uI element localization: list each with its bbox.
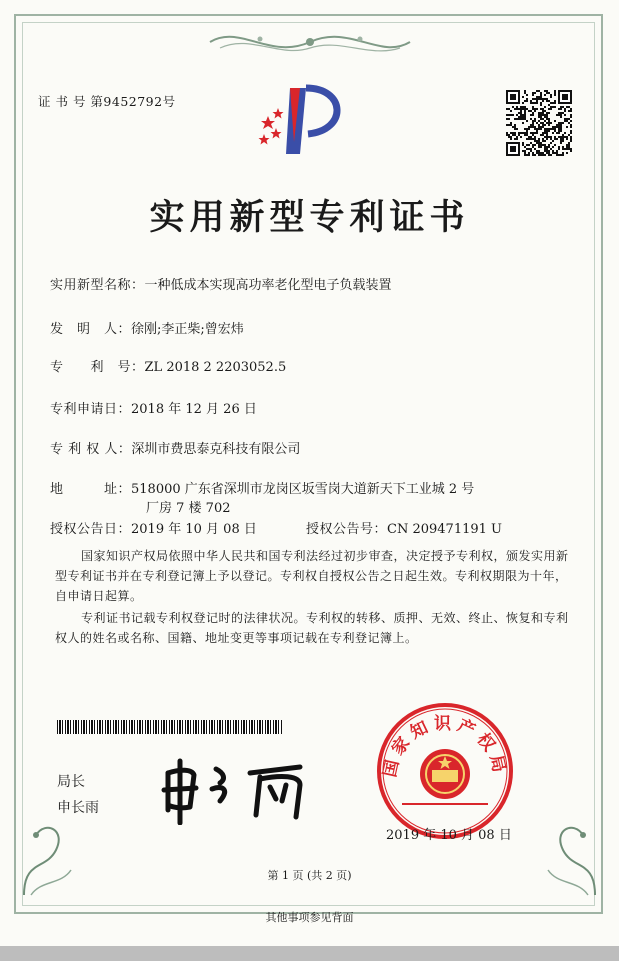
- utility-model-name-label: 实用新型名称：: [50, 278, 145, 293]
- filing-date-label: 专利申请日：: [50, 402, 132, 417]
- grant-statement-paragraph: 国家知识产权局依照中华人民共和国专利法经过初步审查，决定授予专利权，颁发实用新型专利证书并在专利登记簿上予以登记。专利权自授权公告之日起生效。专利权期限为十年，自申请日起算。: [55, 549, 569, 603]
- grant-date-row: [50, 518, 257, 537]
- grant-number-label: 授权公告号：: [306, 522, 388, 537]
- patentee-value: 深圳市费思泰克科技有限公司: [131, 442, 301, 457]
- top-ornament-icon: [200, 24, 420, 60]
- footnote: 其他事项参见背面: [265, 911, 354, 924]
- address-line-1: 518000 广东省深圳市龙岗区坂雪岗大道新天下工业城 2 号: [131, 482, 475, 497]
- director-name: 申长雨: [57, 800, 99, 816]
- grant-number-value: CN 209471191 U: [387, 522, 502, 537]
- filing-date-value: 2018 年 12 月 26 日: [131, 402, 257, 417]
- certificate-number: 证 书 号 第9452792号: [38, 94, 176, 109]
- patent-number-row: [50, 356, 286, 375]
- filing-date-row: [50, 398, 257, 417]
- official-seal-icon: [374, 700, 516, 842]
- page-indicator: 第 1 页 (共 2 页): [267, 869, 352, 882]
- utility-model-name-row: [50, 274, 392, 293]
- utility-model-name-value: 一种低成本实现高功率老化型电子负载装置: [144, 278, 392, 293]
- seal-text: 国家知识产权局: [380, 714, 510, 780]
- legal-status-paragraph: 专利证书记载专利权登记时的法律状况。专利权的转移、质押、无效、终止、恢复和专利权人的姓名或名称、国籍、地址变更等事项记载在专利登记簿上。: [55, 611, 569, 645]
- seal-date: 2019 年 10 月 08 日: [386, 828, 512, 843]
- patentee-row: [50, 438, 300, 457]
- qr-code-icon: [506, 90, 572, 156]
- inventor-row: [50, 318, 244, 337]
- director-title: 局长: [57, 774, 85, 790]
- signature-icon: [150, 755, 320, 825]
- bottom-bar: [0, 946, 619, 961]
- inventor-label: 发 明 人：: [50, 322, 132, 337]
- address-line-2: 厂房 7 楼 702: [146, 501, 231, 516]
- barcode-icon: [57, 720, 282, 734]
- address-label: 地 址：: [50, 482, 132, 497]
- patent-logo-icon: [256, 82, 356, 166]
- grant-date-label: 授权公告日：: [50, 522, 132, 537]
- patent-number-label: 专 利 号：: [50, 360, 145, 375]
- bottom-right-ornament-icon: [533, 800, 603, 900]
- grant-number-row: [306, 518, 502, 537]
- patentee-label: 专 利 权 人：: [50, 442, 132, 457]
- certificate-title: 实用新型专利证书: [149, 197, 470, 238]
- grant-date-value: 2019 年 10 月 08 日: [131, 522, 257, 537]
- address-row: [50, 478, 474, 497]
- inventor-value: 徐刚;李正柴;曾宏炜: [131, 322, 244, 337]
- patent-number-value: ZL 2018 2 2203052.5: [144, 360, 287, 375]
